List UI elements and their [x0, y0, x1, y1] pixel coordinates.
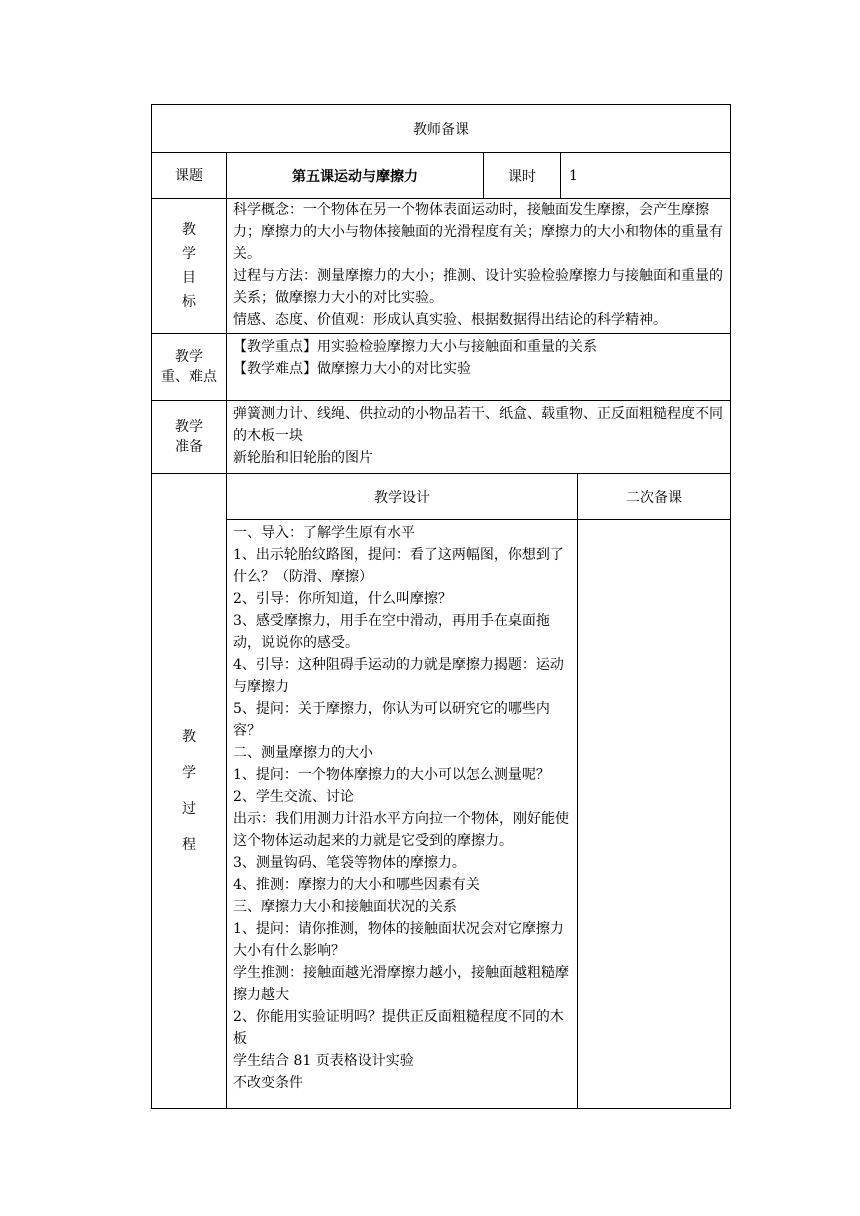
- preparation-label-line: 教学: [175, 419, 203, 435]
- process-label-char: 学: [182, 765, 196, 781]
- goals-label-char: 教: [182, 222, 196, 238]
- process-step: 3、感受摩擦力，用手在空中滑动，再用手在桌面拖动，说说你的感受。: [233, 613, 550, 651]
- preparation-content: [227, 401, 731, 474]
- process-label-char: 过: [182, 801, 196, 817]
- process-step: 4、推测：摩擦力的大小和哪些因素有关: [233, 877, 480, 893]
- process-label-char: 教: [182, 729, 196, 745]
- process-step: 学生推测：接触面越光滑摩擦力越小，接触面越粗糙摩擦力越大: [233, 965, 569, 1003]
- process-step: 2、学生交流、讨论: [233, 789, 354, 805]
- process-step: 出示：我们用测力计沿水平方向拉一个物体，刚好能使这个物体运动起来的力就是它受到的摩擦力。: [233, 811, 569, 849]
- design-content: [227, 520, 578, 1109]
- process-step: 5、提问：关于摩擦力，你认为可以研究它的哪些内容？: [233, 701, 550, 739]
- process-step: 1、出示轮胎纹路图，提问：看了这两幅图，你想到了什么？（防滑、摩擦）: [233, 547, 564, 585]
- process-step: 2、你能用实验证明吗？提供正反面粗糙程度不同的木板: [233, 1009, 564, 1047]
- process-step: 2、引导：你所知道，什么叫摩擦？: [233, 591, 452, 607]
- lesson-plan-table: [151, 104, 731, 1109]
- preparation-label: [152, 401, 227, 474]
- document-title: 教师备课: [152, 105, 731, 153]
- second-prep-header: 二次备课: [578, 474, 731, 520]
- goal-process: 过程与方法：测量摩擦力的大小；推测、设计实验检验摩擦力与接触面和重量的关系；做摩擦力大小的对比实验。: [233, 268, 723, 306]
- goals-label-char: 标: [182, 294, 196, 310]
- goal-concept: 科学概念：一个物体在另一个物体表面运动时，接触面发生摩擦，会产生摩擦力；摩擦力的大小与物体接触面的光滑程度有关；摩擦力的大小和物体的重量有关。: [233, 202, 723, 262]
- goals-label-char: 目: [182, 270, 196, 286]
- period-value: 1: [561, 153, 731, 199]
- process-step: 学生结合 81 页表格设计实验: [233, 1053, 414, 1069]
- preparation-label-line: 准备: [175, 439, 203, 455]
- goals-label: [152, 199, 227, 334]
- process-step: 1、提问：一个物体摩擦力的大小可以怎么测量呢？: [233, 767, 550, 783]
- design-header: 教学设计: [227, 474, 578, 520]
- period-label: 课时: [484, 153, 561, 199]
- process-step: 一、导入：了解学生原有水平: [233, 525, 415, 541]
- key-point-focus: 【教学重点】用实验检验摩擦力大小与接触面和重量的关系: [233, 339, 597, 355]
- key-points-label: [152, 334, 227, 401]
- topic-value: 第五课运动与摩擦力: [227, 153, 484, 199]
- process-step: 不改变条件: [233, 1075, 303, 1091]
- goals-content: [227, 199, 731, 334]
- process-step: 4、引导：这种阻碍手运动的力就是摩擦力揭题：运动与摩擦力: [233, 657, 564, 695]
- key-point-difficulty: 【教学难点】做摩擦力大小的对比实验: [233, 361, 471, 377]
- key-points-label-line: 教学: [175, 349, 203, 365]
- process-step: 3、测量钩码、笔袋等物体的摩擦力。: [233, 855, 466, 871]
- process-step: 1、提问：请你推测，物体的接触面状况会对它摩擦力大小有什么影响？: [233, 921, 564, 959]
- key-points-label-line: 重、难点: [161, 369, 217, 385]
- process-label-char: 程: [182, 837, 196, 853]
- process-label: [152, 474, 227, 1109]
- topic-label: 课题: [152, 153, 227, 199]
- preparation-pictures: 新轮胎和旧轮胎的图片: [233, 450, 373, 466]
- process-step: 三、摩擦力大小和接触面状况的关系: [233, 899, 457, 915]
- goal-attitude: 情感、态度、价值观：形成认真实验、根据数据得出结论的科学精神。: [233, 312, 667, 328]
- preparation-materials: 弹簧测力计、线绳、供拉动的小物品若干、纸盒、载重物、正反面粗糙程度不同的木板一块: [233, 406, 723, 444]
- process-step: 二、测量摩擦力的大小: [233, 745, 373, 761]
- goals-label-char: 学: [182, 246, 196, 262]
- second-prep-content: [578, 520, 731, 1109]
- key-points-content: [227, 334, 731, 401]
